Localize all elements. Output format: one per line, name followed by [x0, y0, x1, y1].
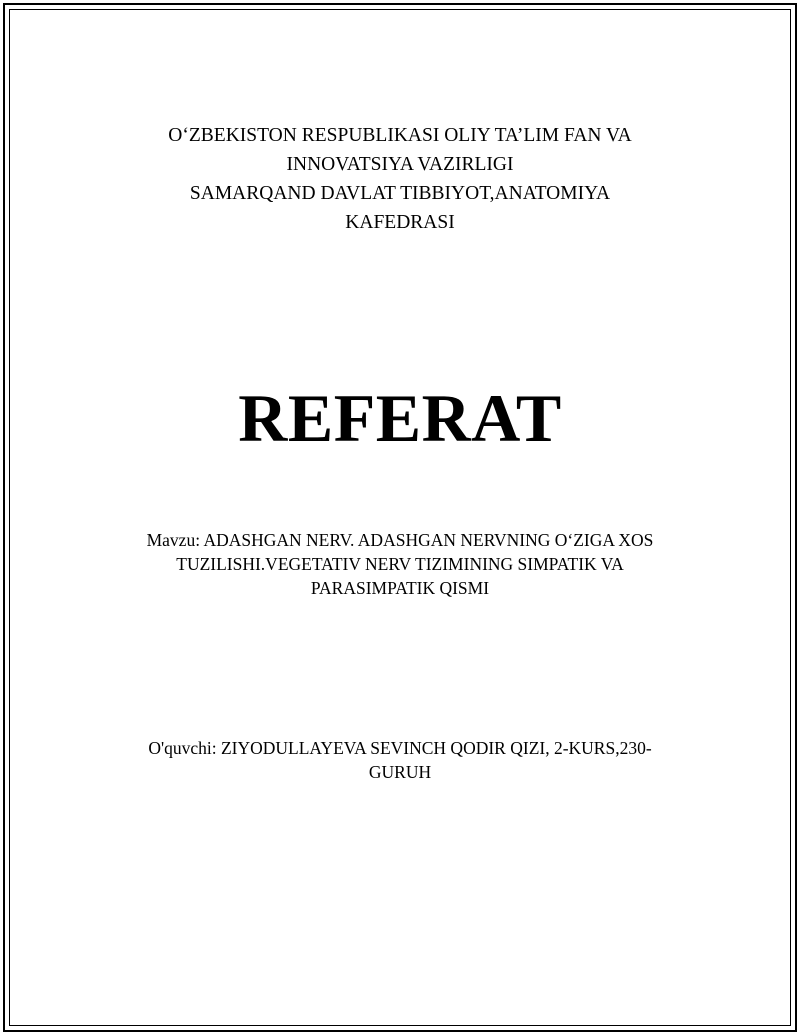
topic-line-1: Mavzu: ADASHGAN NERV. ADASHGAN NERVNING O‘ZIGA XOS — [146, 530, 654, 550]
student-line-2: GURUH — [368, 762, 432, 782]
topic-line-2: TUZILISHI.VEGETATIV NERV TIZIMINING SIMPATIK VA — [176, 554, 624, 574]
topic-line-3: PARASIMPATIK QISMI — [310, 578, 490, 598]
header-line-4: KAFEDRASI — [345, 212, 455, 233]
student-line-1: O'quvchi: ZIYODULLAYEVA SEVINCH QODIR QIZI, 2-KURS,230- — [148, 738, 652, 758]
header-line-3: SAMARQAND DAVLAT TIBBIYOT,ANATOMIYA — [189, 183, 611, 204]
topic-block — [0, 528, 800, 600]
header-line-1: O‘ZBEKISTON RESPUBLIKASI OLIY TA’LIM FAN VA — [168, 125, 632, 146]
student-block — [0, 736, 800, 784]
document-title: REFERAT — [238, 380, 562, 456]
header-line-2: INNOVATSIYA VAZIRLIGI — [286, 154, 514, 175]
ministry-header — [0, 121, 800, 237]
